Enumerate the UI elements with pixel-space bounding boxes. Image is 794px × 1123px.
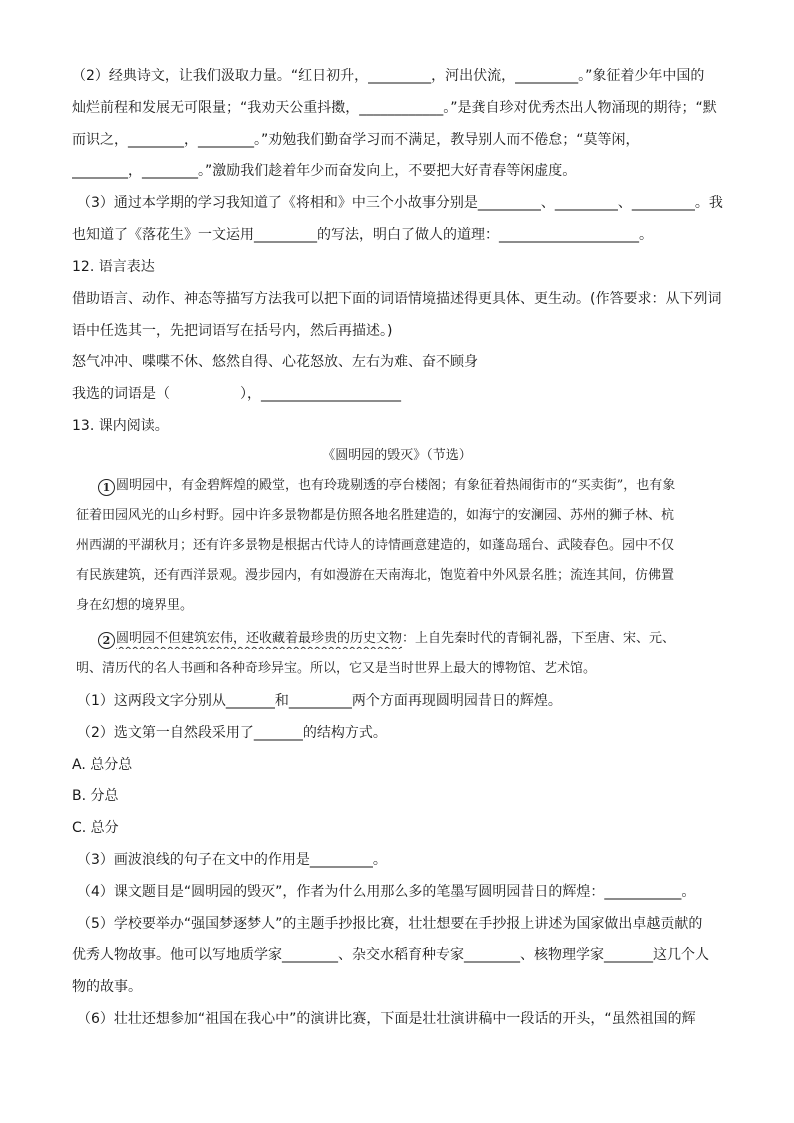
passage-para2-line1	[98, 629, 726, 649]
q13-sub1: （1）这两段文字分别从_______和_________两个方面再现圆明园昔日的辉煌。	[77, 693, 562, 709]
passage-para1-line2: 征着田园风光的山乡村野。园中许多景物都是仿照各地名胜建造的，如海宁的安澜园、苏州的狮子林、杭	[76, 508, 675, 523]
q11-part2-line4: ________，________。”激励我们趁着年少而奋发向上，不要把大好青春等闲虚度。	[72, 163, 577, 179]
option-a: A. 总分总	[72, 757, 133, 773]
q12-instruction-line1: 借助语言、动作、神态等描写方法我可以把下面的词语情境描述得更具体、更生动。(作答要求：从下列词	[72, 291, 722, 307]
q12-answer-line: 我选的词语是（ ），____________________	[72, 386, 401, 402]
q13-sub2: （2）选文第一自然段采用了_______的结构方式。	[77, 725, 387, 741]
q11-part3-line1: （3）通过本学期的学习我知道了《将相和》中三个小故事分别是_________、_________、_________。我	[77, 195, 723, 211]
para2-line1-rest: ：上自先秦时代的青铜礼器，下至唐、宋、元、	[402, 631, 676, 646]
option-b: B. 分总	[72, 788, 119, 804]
q11-part3-line2: 也知道了《落花生》一文运用_________的写法，明白了做人的道理：____________________。	[72, 227, 653, 243]
para1-number-badge: 1	[98, 479, 115, 496]
q13-sub5-line3: 物的故事。	[72, 979, 142, 995]
q12-word-list: 怒气冲冲、喋喋不休、悠然自得、心花怒放、左右为难、奋不顾身	[72, 354, 478, 370]
q13-sub4: （4）课文题目是“圆明园的毁灭”，作者为什么用那么多的笔墨写圆明园昔日的辉煌：___________。	[77, 884, 696, 900]
q13-sub3: （3）画波浪线的句子在文中的作用是_________。	[77, 852, 387, 868]
q11-part2-line1: （2）经典诗文，让我们汲取力量。“红日初升，_________，河出伏流，_________。”象征着少年中国的	[72, 68, 705, 84]
wavy-underlined-sentence: 圆明园不但建筑宏伟，还收藏着最珍贵的历史文物	[116, 631, 403, 646]
q13-sub5-line2: 优秀人物故事。他可以写地质学家________、杂交水稻育种专家________、核物理学家_______这几个人	[72, 947, 709, 963]
option-c: C. 总分	[72, 820, 119, 836]
q13-sub6-line1: （6）壮壮还想参加“祖国在我心中”的演讲比赛，下面是壮壮演讲稿中一段话的开头，“虽然祖国的辉	[77, 1011, 696, 1027]
q11-part2-line2: 灿烂前程和发展无可限量；“我劝天公重抖擞，____________。”是龚自珍对优秀杰出人物涌现的期待；“默	[72, 100, 717, 116]
q13-sub5-line1: （5）学校要举办“强国梦逐梦人”的主题手抄报比赛，壮壮想要在手抄报上讲述为国家做出卓越贡献的	[77, 916, 703, 932]
passage-para1-line3: 州西湖的平湖秋月；还有许多景物是根据古代诗人的诗情画意建造的，如蓬岛瑶台、武陵春色。园中不仅	[76, 538, 675, 553]
q12-heading: 12. 语言表达	[72, 259, 155, 275]
para1-line1-text: 圆明园中，有金碧辉煌的殿堂，也有玲珑剔透的亭台楼阁；有象征着热闹街市的“买卖街”，也有象	[116, 478, 676, 493]
passage-para2-line2: 明、清历代的名人书画和各种奇珍异宝。所以，它又是当时世界上最大的博物馆、艺术馆。	[76, 661, 597, 676]
q13-heading: 13. 课内阅读。	[72, 418, 169, 434]
q12-instruction-line2: 语中任选其一，先把词语写在括号内，然后再描述。)	[72, 323, 393, 339]
passage-para1-line4: 有民族建筑，还有西洋景观。漫步园内，有如漫游在天南海北，饱览着中外风景名胜；流连其间，仿佛置	[76, 568, 675, 583]
q11-part2-line3: 而识之，________，________。”劝勉我们勤奋学习而不满足，教导别人而不倦怠；“莫等闲，	[72, 132, 640, 148]
para2-number-badge: 2	[98, 632, 115, 649]
passage-para1-line1	[98, 476, 726, 496]
passage-para1-line5: 身在幻想的境界里。	[76, 598, 194, 613]
passage-title: 《圆明园的毁灭》（节选）	[322, 448, 472, 463]
